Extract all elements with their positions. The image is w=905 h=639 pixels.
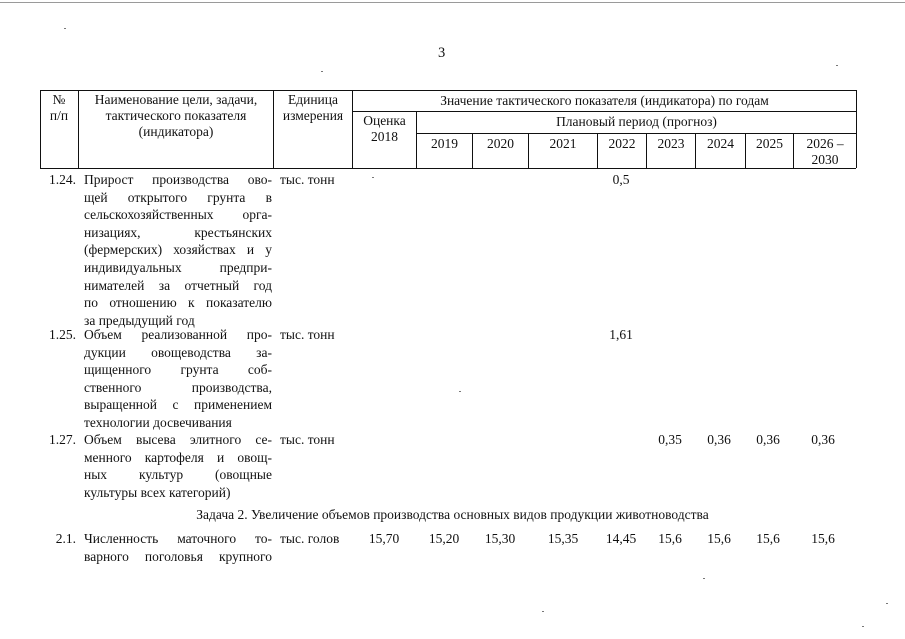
indicator-name-line: щей открытого грунта в <box>84 189 272 205</box>
value-cell: 15,6 <box>756 531 780 546</box>
value-cell: 15,30 <box>484 531 516 546</box>
indicator-name-line: дукции овощеводства за- <box>84 344 272 360</box>
unit-cell: тыс. тонн <box>280 327 335 342</box>
unit-cell: тыс. голов <box>280 531 340 546</box>
value-cell: 15,6 <box>658 531 682 546</box>
row-number: 1.25. <box>49 327 76 342</box>
indicator-name-line: нимателей за отчетный год <box>84 277 272 293</box>
header-year: 2025 <box>756 136 783 151</box>
header-name: Наименование цели, задачи, тактического показателя (индикатора) <box>94 92 258 139</box>
indicator-name-line: варного поголовья крупного <box>84 548 272 564</box>
header-year: 2022 <box>608 136 636 151</box>
unit-cell: тыс. тонн <box>280 432 335 447</box>
value-cell: 15,35 <box>547 531 579 546</box>
value-cell: 14,45 <box>605 531 637 546</box>
indicator-name <box>84 171 272 329</box>
value-cell: 0,36 <box>811 432 835 447</box>
indicator-name-line: культуры всех категорий) <box>84 484 231 500</box>
header-year: 2019 <box>431 136 458 151</box>
value-cell: 15,20 <box>428 531 460 546</box>
indicator-name <box>84 530 272 565</box>
header-unit: Единица измерения <box>282 92 344 123</box>
header-estimate: Оценка 2018 <box>363 113 406 144</box>
scan-speck <box>372 177 374 178</box>
indicator-name-line: Прирост производства ово- <box>84 172 272 187</box>
indicator-name-line: сельскохозяйственных орга- <box>84 207 272 223</box>
page-number: 3 <box>438 45 446 61</box>
header-year: 2024 <box>707 136 734 151</box>
scan-speck <box>459 391 461 392</box>
header-year: 2020 <box>487 136 514 151</box>
header-num: № п/п <box>49 92 69 123</box>
indicator-name-line: низациях, крестьянских <box>84 224 272 240</box>
indicator-name-line: индивидуальных предпри- <box>84 259 272 275</box>
value-cell: 0,36 <box>707 432 731 447</box>
header-values-title: Значение тактического показателя (индикатора) по годам <box>440 93 769 108</box>
value-cell: 15,6 <box>707 531 731 546</box>
value-cell: 15,70 <box>368 531 400 546</box>
indicator-name-line: ственного производства, <box>84 379 272 395</box>
scan-speck <box>836 65 838 66</box>
indicator-name-line: за предыдущий год <box>84 312 195 328</box>
value-cell: 0,5 <box>612 172 630 187</box>
indicator-name-line: ных культур (овощные <box>84 467 272 483</box>
header-year: 2026 – 2030 <box>806 136 844 167</box>
indicator-name-line: (фермерских) хозяйствах и у <box>84 242 272 258</box>
scan-speck <box>703 578 705 579</box>
indicator-name-line: Объем высева элитного се- <box>84 432 272 447</box>
value-cell: 15,6 <box>811 531 835 546</box>
row-number: 1.24. <box>49 172 76 187</box>
indicator-name-line: Численность маточного то- <box>84 531 272 546</box>
value-cell: 0,35 <box>658 432 682 447</box>
row-number: 2.1. <box>55 531 76 546</box>
value-cell: 1,61 <box>609 327 633 342</box>
header-planned: Плановый период (прогноз) <box>556 114 717 129</box>
indicator-name <box>84 431 272 501</box>
indicator-name <box>84 326 272 432</box>
scan-speck <box>542 611 544 612</box>
scan-speck <box>862 626 864 627</box>
unit-cell: тыс. тонн <box>280 172 335 187</box>
value-cell: 0,36 <box>756 432 780 447</box>
indicator-name-line: менного картофеля и овощ- <box>84 449 272 465</box>
row-number: 1.27. <box>49 432 76 447</box>
task-heading: Задача 2. Увеличение объемов производства основных видов продукции животноводства <box>196 507 709 522</box>
top-edge-line <box>0 2 905 3</box>
indicator-name-line: Объем реализованной про- <box>84 327 272 342</box>
indicator-name-line: щищенного грунта соб- <box>84 362 272 378</box>
indicator-name-line: по отношению к показателю <box>84 295 272 311</box>
indicator-name-line: технологии досвечивания <box>84 414 232 430</box>
scan-speck <box>886 603 888 604</box>
indicator-name-line: выращенной с применением <box>84 397 272 413</box>
scan-speck <box>321 71 323 72</box>
header-year: 2023 <box>657 136 685 151</box>
header-year: 2021 <box>549 136 577 151</box>
scan-speck <box>64 28 66 29</box>
